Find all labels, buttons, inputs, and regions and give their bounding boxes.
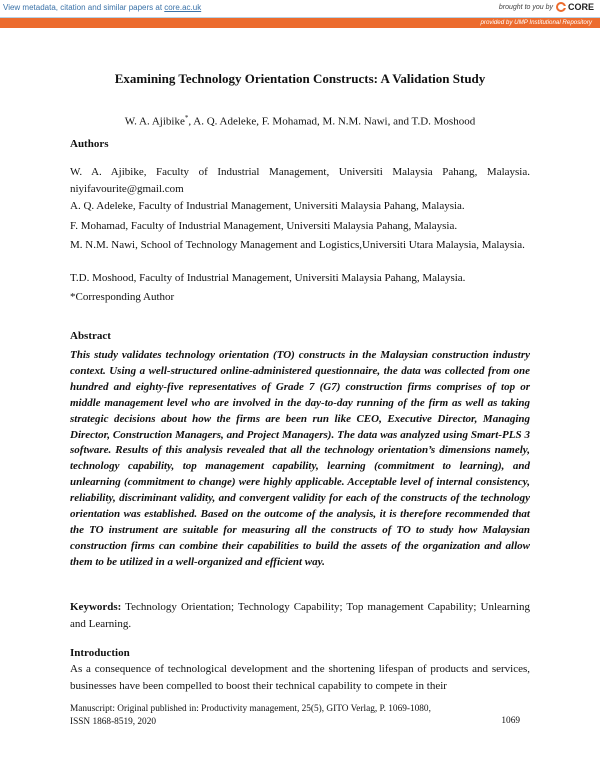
core-banner [0, 0, 600, 18]
core-logo [556, 2, 594, 12]
keywords [70, 599, 530, 633]
corresponding-marker: * [184, 114, 189, 122]
core-brand[interactable] [499, 2, 594, 12]
brought-by-text: brought to you by [498, 3, 553, 11]
affiliation-1: W. A. Ajibike, Faculty of Industrial Management, Universiti Malaysia Pahang, Malaysia. niyifavourite@gmail.com [70, 166, 530, 195]
introduction-text: As a consequence of technological development and the shortening lifespan of products and services, businesses have been compelled to boost their technical capability to compete in their [70, 663, 530, 692]
author-line-first: W. A. Ajibike [124, 115, 185, 128]
abstract-heading: Abstract [70, 330, 111, 342]
affiliation-4: M. N.M. Nawi, School of Technology Management and Logistics,Universiti Utara Malaysia, Malaysia. [70, 239, 525, 251]
keywords-label: Keywords: [70, 601, 122, 613]
author-line-rest: , A. Q. Adeleke, F. Mohamad, M. N.M. Nawi, and T.D. Moshood [188, 115, 476, 128]
metadata-link-prefix: View metadata, citation and similar papers at [3, 3, 163, 12]
footer-citation [70, 703, 530, 729]
affiliation-5: T.D. Moshood, Faculty of Industrial Management, Universiti Malaysia Pahang, Malaysia. [70, 272, 466, 284]
affiliation-2: A. Q. Adeleke, Faculty of Industrial Management, Universiti Malaysia Pahang, Malaysia. [70, 200, 465, 212]
page-number: 1069 [501, 716, 520, 726]
core-logo-icon [556, 2, 566, 12]
footer-line-1: Manuscript: Original published in: Productivity management, 25(5), GITO Verlag, P. 1069-1080, [70, 704, 431, 714]
core-brand-text: CORE [567, 2, 594, 12]
core-url-link[interactable]: core.ac.uk [164, 3, 202, 12]
authors-heading: Authors [70, 138, 109, 150]
paper-title: Examining Technology Orientation Constructs: A Validation Study [114, 71, 486, 86]
author-line [70, 114, 530, 128]
core-metadata-link[interactable] [3, 3, 201, 12]
corresponding-note: *Corresponding Author [70, 291, 175, 303]
keywords-text: Technology Orientation; Technology Capability; Top management Capability; Unlearning and Learning. [70, 601, 530, 630]
footer-line-2: ISSN 1868-8519, 2020 [70, 717, 157, 727]
provider-bar [0, 18, 600, 28]
provider-text: provided by UMP Institutional Repository [480, 19, 592, 26]
affiliation-3: F. Mohamad, Faculty of Industrial Management, Universiti Malaysia Pahang, Malaysia. [70, 220, 458, 232]
abstract-text: This study validates technology orientation (TO) constructs in the Malaysian construction industry context. Using a well-structured online-administered questionnaire, the data was collected from one hundred and eighty-five representatives of Grade 7 (G7) construction firms comprises of top or middle management level who are involved in the day-to-day running of the firm as well as taking strategic decisions about how the firms are been run like CEO, Executive Director, Managing Director, Construction Managers, and Project Managers). The data was analyzed using Smart-PLS 3 software. Results of this analysis revealed that all the technology orientation’s dimensions namely, technology capability, top management capability, learning (commitment to learning), and unlearning (commitment to change) were highly applicable. Acceptable level of internal consistency, reliability, discriminant validity, and convergent validity for each of the constructs of the technology orientation was established. Based on the outcome of the analysis, it is therefore recommended that the TO instrument are suitable for measuring all the constructs of TO to study how Malaysian construction firms can combine their capabilities to build the assets of the organization and allow them to be utilized in a well-organized and efficient way. [70, 349, 530, 568]
introduction-heading: Introduction [70, 647, 130, 659]
